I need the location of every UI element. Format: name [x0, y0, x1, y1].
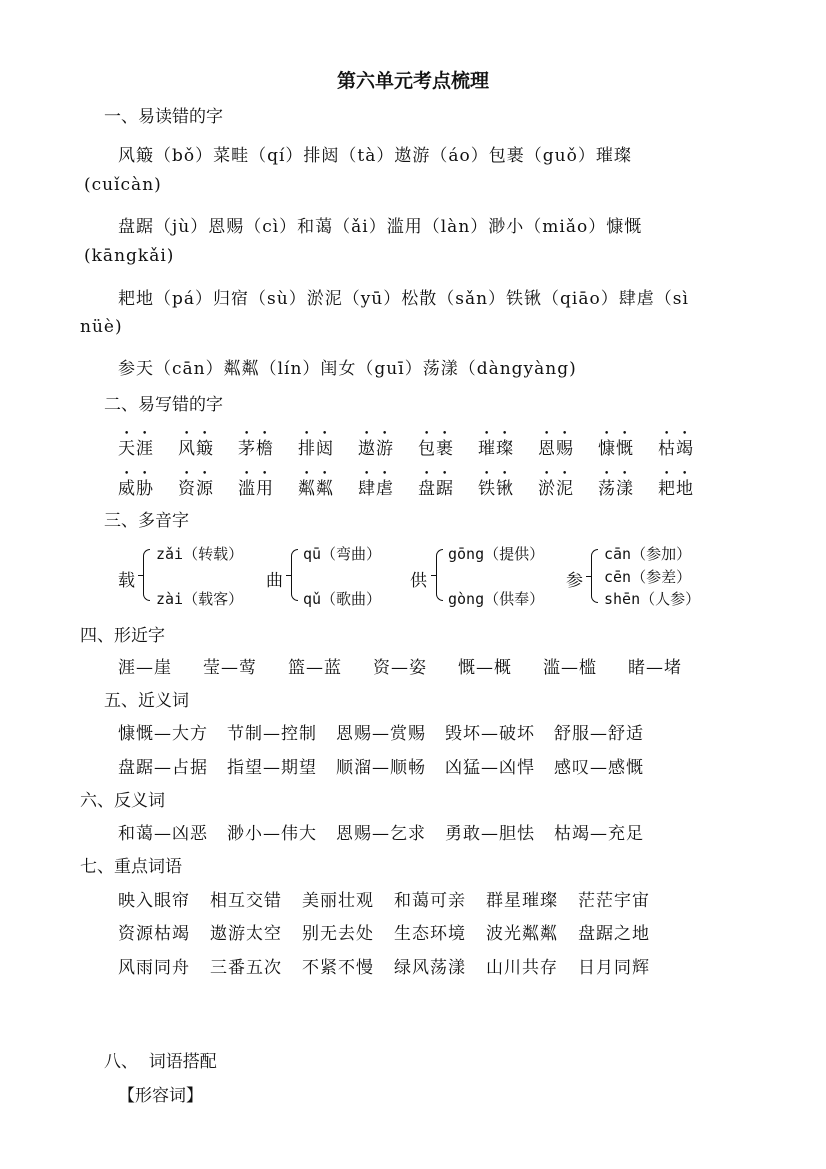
word: 排闼 [298, 439, 334, 459]
word: 恩赐 [538, 439, 574, 459]
phrase: 绿风荡漾 [394, 958, 466, 978]
sec5-row-2 [118, 753, 644, 778]
section-1-heading: 一、易读错的字 [104, 107, 223, 127]
word-pair: 和蔼—凶恶 [118, 824, 208, 844]
word: 荡漾 [598, 479, 634, 499]
phrase: 茫茫宇宙 [578, 891, 650, 911]
word-pair: 篮—蓝 [288, 658, 342, 678]
brace [143, 549, 150, 601]
word: 粼粼 [298, 479, 334, 499]
word: 遨游 [358, 439, 394, 459]
phrase: 别无去处 [302, 924, 374, 944]
sec1-row-1-cont: (cuǐcàn) [84, 175, 162, 195]
section-3-heading: 三、多音字 [104, 511, 189, 531]
brace [591, 549, 598, 603]
sec2-row-2 [118, 469, 694, 499]
phrase: 生态环境 [394, 924, 466, 944]
zai-reading-2: zài（载客） [156, 590, 244, 608]
qu-reading-2: qǔ（歌曲） [303, 590, 382, 608]
phrase: 美丽壮观 [302, 891, 374, 911]
word-pair: 感叹—感慨 [554, 758, 644, 778]
sec7-row-1 [118, 886, 650, 911]
word: 滥用 [238, 479, 274, 499]
word-pair: 凶猛—凶悍 [445, 758, 535, 778]
word: 天涯 [118, 439, 154, 459]
sec6-row [118, 819, 644, 844]
phrase: 风雨同舟 [118, 958, 190, 978]
word: 璀璨 [478, 439, 514, 459]
page-title: 第六单元考点梳理 [336, 70, 489, 92]
word-pair: 勇敢—胆怯 [445, 824, 535, 844]
brace [291, 549, 298, 601]
word-pair: 指望—期望 [227, 758, 317, 778]
can-reading-2: cēn（参差） [604, 568, 692, 586]
sec7-row-2 [118, 919, 650, 944]
sec7-row-3 [118, 953, 650, 978]
word: 耙地 [658, 479, 694, 499]
section-7-heading: 七、重点词语 [80, 857, 182, 877]
subheading-adjective: 【形容词】 [118, 1086, 203, 1106]
word-pair: 恩赐—乞求 [336, 824, 426, 844]
sec4-row [118, 653, 682, 678]
can-reading-1: cān（参加） [604, 545, 692, 563]
word-pair: 资—姿 [373, 658, 427, 678]
sec5-row-1 [118, 719, 644, 744]
word-pair: 枯竭—充足 [554, 824, 644, 844]
sec1-row-4: 参天（cān）粼粼（lín）闺女（guī）荡漾（dàngyàng) [118, 359, 577, 379]
phrase: 波光粼粼 [486, 924, 558, 944]
section-6-heading: 六、反义词 [80, 791, 165, 811]
zai-reading-1: zǎi（转载） [156, 545, 244, 563]
qu-reading-1: qū（弯曲） [303, 545, 382, 563]
word: 威胁 [118, 479, 154, 499]
section-8-heading: 八、 词语搭配 [104, 1052, 217, 1072]
word: 茅檐 [238, 439, 274, 459]
gong-reading-2: gòng（供奉） [448, 590, 545, 608]
phrase: 山川共存 [486, 958, 558, 978]
word-pair: 渺小—伟大 [227, 824, 317, 844]
section-4-heading: 四、形近字 [80, 626, 165, 646]
word-pair: 恩赐—赏赐 [336, 724, 426, 744]
phrase: 盘踞之地 [578, 924, 650, 944]
phrase: 三番五次 [210, 958, 282, 978]
word-pair: 慨—概 [458, 658, 512, 678]
word-pair: 节制—控制 [227, 724, 317, 744]
word-pair: 毁坏—破坏 [445, 724, 535, 744]
word-pair: 涯—崖 [118, 658, 172, 678]
word: 资源 [178, 479, 214, 499]
phrase: 和蔼可亲 [394, 891, 466, 911]
word: 盘踞 [418, 479, 454, 499]
sec1-row-3: 耙地（pá）归宿（sù）淤泥（yū）松散（sǎn）铁锹（qiāo）肆虐（sì [118, 289, 689, 309]
sec1-row-2-cont: (kāngkǎi) [84, 246, 175, 266]
word: 慷慨 [598, 439, 634, 459]
phrase: 群星璀璨 [486, 891, 558, 911]
section-5-heading: 五、近义词 [104, 691, 189, 711]
phrase: 不紧不慢 [302, 958, 374, 978]
word: 淤泥 [538, 479, 574, 499]
word-pair: 盘踞—占据 [118, 758, 208, 778]
phrase: 映入眼帘 [118, 891, 190, 911]
word: 肆虐 [358, 479, 394, 499]
word: 风簸 [178, 439, 214, 459]
word-pair: 顺溜—顺畅 [336, 758, 426, 778]
polyphone-gong: 供 [410, 571, 428, 591]
word: 包裹 [418, 439, 454, 459]
section-2-heading: 二、易写错的字 [104, 395, 223, 415]
polyphone-can: 参 [566, 571, 584, 591]
word-pair: 慷慨—大方 [118, 724, 208, 744]
sec1-row-3-cont: nüè) [80, 317, 123, 337]
can-reading-3: shēn（人参） [604, 590, 701, 608]
phrase: 日月同辉 [578, 958, 650, 978]
word: 铁锹 [478, 479, 514, 499]
phrase: 相互交错 [210, 891, 282, 911]
phrase: 资源枯竭 [118, 924, 190, 944]
word-pair: 滥—槛 [543, 658, 597, 678]
sec1-row-1: 风簸（bǒ）菜畦（qí）排闼（tà）遨游（áo）包裹（guǒ）璀璨 [118, 146, 632, 166]
phrase: 遨游太空 [210, 924, 282, 944]
polyphone-qu: 曲 [266, 571, 284, 591]
sec2-row-1 [118, 429, 694, 459]
polyphone-zai: 载 [118, 571, 136, 591]
word-pair: 莹—莺 [203, 658, 257, 678]
gong-reading-1: gōng（提供） [448, 545, 545, 563]
word-pair: 睹—堵 [628, 658, 682, 678]
word: 枯竭 [658, 439, 694, 459]
word-pair: 舒服—舒适 [554, 724, 644, 744]
sec1-row-2: 盘踞（jù）恩赐（cì）和蔼（ǎi）滥用（làn）渺小（miǎo）慷慨 [118, 217, 643, 237]
brace [436, 549, 443, 601]
